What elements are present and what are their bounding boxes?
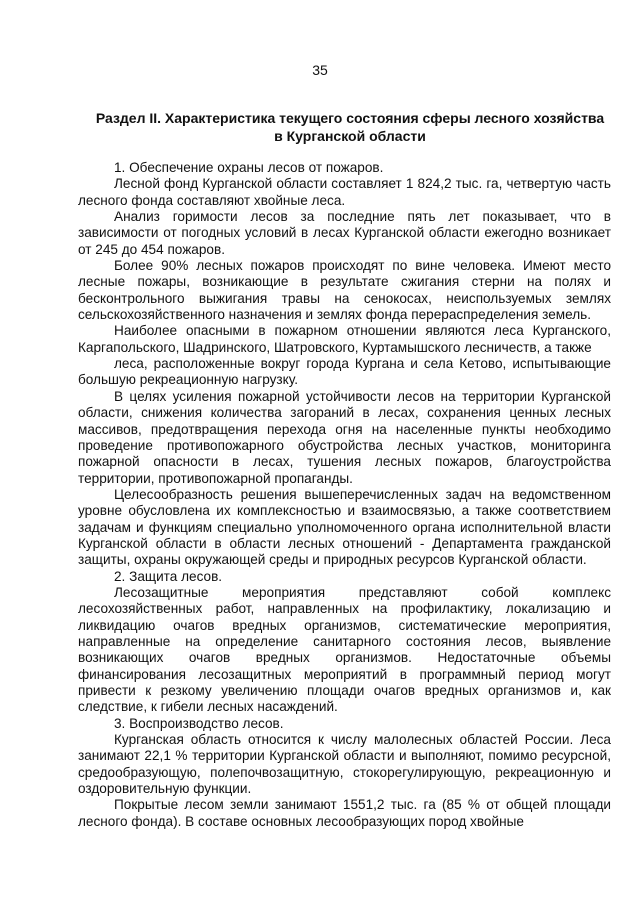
paragraph: Лесной фонд Курганской области составляет 1 824,2 тыс. га, четвертую часть лесного фонда составляют хвойные леса. (78, 176, 611, 208)
document-body (78, 160, 611, 830)
paragraph: Более 90% лесных пожаров происходят по вине человека. Имеют место лесные пожары, возникающие в результате сжигания стерни на полях и бесконтрольного выжигания травы на сенокосах, неиспользуемых землях сельскохозяйственного назначения и землях фонда перераспределения земель. (78, 258, 611, 323)
paragraph: Курганская область относится к числу малолесных областей России. Леса занимают 22,1 % территории Курганской области и выполняют, помимо ресурсной, средообразующую, полепочвозащитную, стокорегулирующую, рекреационную и оздоровительную функции. (78, 732, 611, 797)
section-title: Раздел II. Характеристика текущего состояния сферы лесного хозяйства в Курганской области (95, 110, 605, 144)
paragraph-heading-fire-protection: 1. Обеспечение охраны лесов от пожаров. (114, 160, 384, 175)
paragraph: Покрытые лесом земли занимают 1551,2 тыс. га (85 % от общей площади лесного фонда). В составе основных лесообразующих пород хвойные (78, 797, 611, 829)
paragraph: Наиболее опасными в пожарном отношении являются леса Курганского, Каргапольского, Шадринского, Шатровского, Куртамышского лесничеств, а также (78, 323, 611, 355)
page-number: 35 (312, 62, 328, 78)
paragraph-heading-reforestation: 3. Воспроизводство лесов. (114, 715, 284, 731)
paragraph: Лесозащитные мероприятия представляют собой комплекс лесохозяйственных работ, направленных на профилактику, локализацию и ликвидацию очагов вредных организмов, систематические мероприятия, направленные на определение санитарного состояния лесов, выявление возникающих очагов вредных организмов. Недостаточные объемы финансирования лесозащитных мероприятий в программный период могут привести к резкому увеличению площади очагов вредных организмов и, как следствие, к гибели лесных насаждений. (78, 584, 611, 715)
paragraph-heading-forest-protection: 2. Защита лесов. (114, 568, 223, 584)
paragraph: В целях усиления пожарной устойчивости лесов на территории Курганской области, снижения количества загораний в лесах, сохранения ценных лесных массивов, предотвращения перехода огня на населенные пункты необходимо проведение противопожарного обустройства лесных участков, мониторинга пожарной опасности в лесах, тушения лесных пожаров, благоустройства территории, противопожарной пропаганды. (78, 388, 611, 486)
paragraph: Анализ горимости лесов за последние пять лет показывает, что в зависимости от погодных условий в лесах Курганской области ежегодно возникает от 245 до 454 пожаров. (78, 209, 611, 257)
paragraph: леса, расположенные вокруг города Кургана и села Кетово, испытывающие большую рекреационную нагрузку. (78, 356, 611, 388)
paragraph: Целесообразность решения вышеперечисленных задач на ведомственном уровне обусловлена их комплексностью и взаимосвязью, а также соответствием задачам и функциям специально уполномоченного органа исполнительной власти Курганской области в области лесных отношений - Департамента гражданской защиты, охраны окружающей среды и природных ресурсов Курганской области. (78, 486, 611, 568)
